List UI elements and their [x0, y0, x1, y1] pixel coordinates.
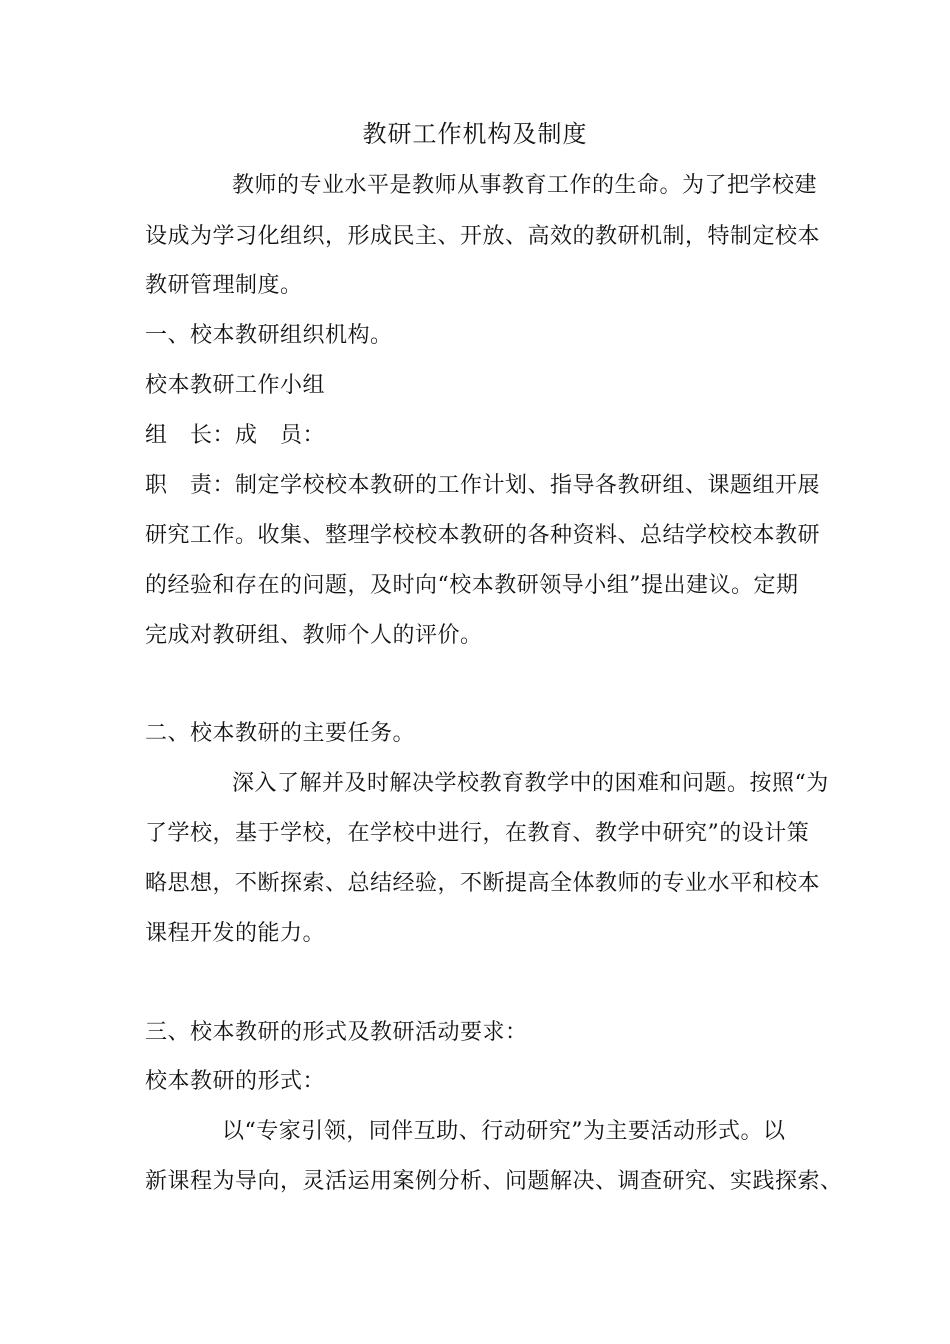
subheading: 校本教研工作小组 [145, 373, 326, 398]
section-heading: 二、校本教研的主要任务。 [145, 721, 416, 746]
paragraph-line: 设成为学习化组织，形成民主、开放、高效的教研机制，特制定校本 [145, 224, 821, 249]
section-heading: 一、校本教研组织机构。 [145, 323, 393, 348]
subheading: 校本教研的形式： [145, 1069, 326, 1094]
paragraph-line: 了学校，基于学校，在学校中进行，在教育、教学中研究”的设计策 [145, 821, 810, 846]
document-title: 教研工作机构及制度 [362, 120, 588, 148]
paragraph-line: 略思想，不断探索、总结经验，不断提高全体教师的专业水平和校本 [145, 871, 821, 896]
paragraph-line: 的经验和存在的问题，及时向“校本教研领导小组”提出建议。定期 [145, 573, 799, 598]
roles-line: 组 长：成 员： [145, 423, 326, 448]
paragraph-line: 教师的专业水平是教师从事教育工作的生命。为了把学校建 [232, 173, 818, 198]
paragraph-line: 深入了解并及时解决学校教育教学中的困难和问题。按照“为 [232, 771, 829, 796]
paragraph-line: 新课程为导向，灵活运用案例分析、问题解决、调查研究、实践探索、 [145, 1169, 843, 1194]
paragraph-line: 以“专家引领，同伴互助、行动研究”为主要活动形式。以 [222, 1119, 786, 1144]
paragraph-line: 职 责：制定学校校本教研的工作计划、指导各教研组、课题组开展 [145, 473, 821, 498]
paragraph-line: 完成对教研组、教师个人的评价。 [145, 623, 483, 648]
section-heading: 三、校本教研的形式及教研活动要求： [145, 1020, 528, 1045]
paragraph-line: 研究工作。收集、整理学校校本教研的各种资料、总结学校校本教研 [145, 523, 821, 548]
paragraph-line: 教研管理制度。 [145, 273, 303, 298]
paragraph-line: 课程开发的能力。 [145, 921, 326, 946]
